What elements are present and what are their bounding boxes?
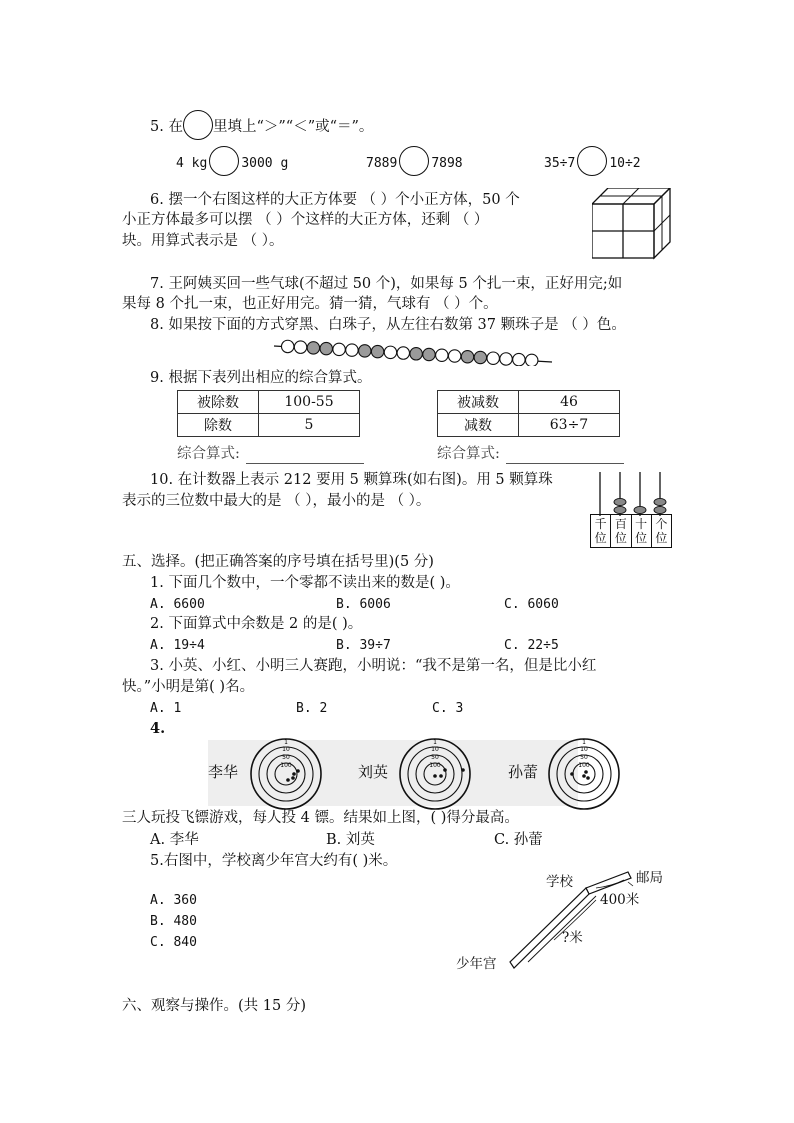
dart-hit [584,770,588,774]
s5-q4-stem: 4. [150,720,166,737]
bead-white [487,352,499,364]
q9-answer-line-2[interactable] [506,462,624,464]
dart-hit [443,768,447,772]
table-cell: 除数 [178,414,259,437]
ring-label: 10 [282,746,290,753]
ring-label: 100 [429,762,441,769]
q6-line2: 小正方体最多可以摆 （ ）个这样的大正方体，还剩 （ ） [122,212,489,228]
abacus-label-tens: 十位 [632,515,652,547]
bead-black [307,342,319,354]
ring-label: 1 [582,739,586,746]
dart-hit [439,774,443,778]
bead-white [500,353,512,365]
bead-white [282,340,294,352]
dart-hit [461,768,465,772]
player-name-sunlei: 孙蕾 [508,763,539,781]
s5-q3-option-a[interactable]: A. 1 [150,701,182,716]
map-label-school: 学校 [546,874,573,890]
s5-q1-stem: 1. 下面几个数中，一个零都不读出来的数是( )。 [150,575,460,591]
bead-black [359,345,371,357]
bead-white [397,347,409,359]
dart-hit [291,776,295,780]
dart-hit [433,774,437,778]
abacus-rods [590,472,672,516]
dartboard-lihua [248,736,324,812]
table-cell: 46 [519,391,620,414]
compare-circle[interactable] [399,146,429,176]
map-label-youth-palace: 少年宫 [456,956,497,972]
dart-hit [292,772,296,776]
q9-answer-line-1[interactable] [246,462,364,464]
q10-line1: 10. 在计数器上表示 212 要用 5 颗算珠(如右图)。用 5 颗算珠 [150,472,553,488]
q9-formula-label-1: 综合算式: [177,446,240,462]
abacus-label-hundreds: 百位 [611,515,631,547]
bead-black [320,342,332,354]
q6-line1: 6. 摆一个右图这样的大正方体要 （ ）个小正方体，50 个 [150,192,520,208]
s5-q1-option-c[interactable]: C. 6060 [504,597,559,612]
ring-label: 1 [284,739,288,746]
s5-q2-option-b[interactable]: B. 39÷7 [336,638,391,653]
s5-q3-option-c[interactable]: C. 3 [432,701,464,716]
table-cell: 被除数 [178,391,259,414]
s5-q3-option-b[interactable]: B. 2 [296,701,328,716]
abacus-bead [634,506,646,513]
s5-q5-option-c[interactable]: C. 840 [150,935,197,950]
ring-label: 100 [578,762,590,769]
cube-figure [592,188,672,260]
q7-line1: 7. 王阿姨买回一些气球(不超过 50 个)，如果每 5 个扎一束，正好用完;如 [150,276,623,292]
q8-text: 8. 如果按下面的方式穿黑、白珠子，从左往右数第 37 颗珠子是 （ ）色。 [150,317,626,333]
player-name-liuying: 刘英 [358,763,389,781]
bead-black [474,351,486,363]
section6-title: 六、观察与操作。(共 15 分) [122,998,306,1014]
dartboard-sunlei [546,736,622,812]
bead-white [384,346,396,358]
s5-q4-option-a[interactable]: A. 李华 [150,832,199,848]
bead-white [333,343,345,355]
s5-q5-stem: 5.右图中，学校离少年宫大约有( )米。 [150,853,398,869]
ring-label: 100 [280,762,292,769]
s5-q5-option-b[interactable]: B. 480 [150,914,197,929]
ring-label: 50 [282,754,290,761]
bead-string [272,338,556,366]
dart-hit [586,776,590,780]
compare-circle[interactable] [183,110,213,140]
bead-white [513,353,525,365]
ring-label: 10 [580,746,588,753]
q9-formula-label-2: 综合算式: [437,446,500,462]
dart-hit [286,778,290,782]
abacus-label-ones: 个位 [655,517,668,545]
q9-table-2 [437,390,620,437]
map-label-distance-unknown: ?米 [562,930,583,946]
section5-title: 五、选择。(把正确答案的序号填在括号里)(5 分) [122,554,434,570]
abacus-bead [614,498,626,505]
table-cell: 被减数 [438,391,519,414]
q7-line2: 果每 8 个扎一束，也正好用完。猜一猜，气球有 （ ）个。 [122,296,498,312]
table-cell: 5 [259,414,360,437]
s5-q4-option-c[interactable]: C. 孙蕾 [494,832,543,848]
abacus-base [590,514,672,548]
table-cell: 100-55 [259,391,360,414]
bead-white [294,341,306,353]
s5-q1-option-b[interactable]: B. 6006 [336,597,391,612]
q5-pair-2: 7889 7898 [366,146,463,176]
s5-q4-option-b[interactable]: B. 刘英 [326,832,375,848]
s5-q4-desc: 三人玩投飞镖游戏，每人投 4 镖。结果如上图，( )得分最高。 [122,810,519,826]
q9-text: 9. 根据下表列出相应的综合算式。 [150,370,372,386]
ring-label: 50 [431,754,439,761]
s5-q2-stem: 2. 下面算式中余数是 2 的是( )。 [150,616,363,632]
dart-hit [582,774,586,778]
ring-label: 1 [433,739,437,746]
player-name-lihua: 李华 [208,763,239,781]
s5-q3-stem2: 快。”小明是第( )名。 [122,679,255,695]
q6-line3: 块。用算式表示是 （ ）。 [122,233,284,249]
abacus-bead [654,506,666,513]
q9-table-1 [177,390,360,437]
q10-line2: 表示的三位数中最大的是 （ ），最小的是 （ ）。 [122,493,431,509]
s5-q3-stem: 3. 小英、小红、小明三人赛跑，小明说：“我不是第一名，但是比小红 [150,658,597,674]
bead-white [436,349,448,361]
compare-circle[interactable] [209,146,239,176]
abacus-bead [614,506,626,513]
dart-hit [570,772,574,776]
bead-white [526,354,538,366]
s5-q2-option-c[interactable]: C. 22÷5 [504,638,559,653]
abacus-label-thousands: 千位 [591,515,611,547]
ring-label: 50 [580,754,588,761]
dart-hit [296,769,300,773]
map-label-distance-400: 400米 [600,892,640,908]
ring-label: 10 [431,746,439,753]
bead-black [410,348,422,360]
bead-black [461,351,473,363]
bead-white [448,350,460,362]
abacus-bead [654,498,666,505]
bead-black [423,348,435,360]
s5-q1-option-a[interactable]: A. 6600 [150,597,205,612]
compare-circle[interactable] [577,146,607,176]
table-cell: 减数 [438,414,519,437]
s5-q2-option-a[interactable]: A. 19÷4 [150,638,205,653]
bead-white [346,344,358,356]
q5-pair-1: 4 kg 3000 g [176,146,288,176]
map-label-post-office: 邮局 [636,870,663,886]
q5-stem: 5. 在 里填上“＞”“＜”或“＝”。 [150,110,373,140]
bead-black [371,345,383,357]
dartboard-liuying [397,736,473,812]
s5-q5-option-a[interactable]: A. 360 [150,893,197,908]
table-cell: 63÷7 [519,414,620,437]
q5-pair-3: 35÷7 10÷2 [544,146,641,176]
